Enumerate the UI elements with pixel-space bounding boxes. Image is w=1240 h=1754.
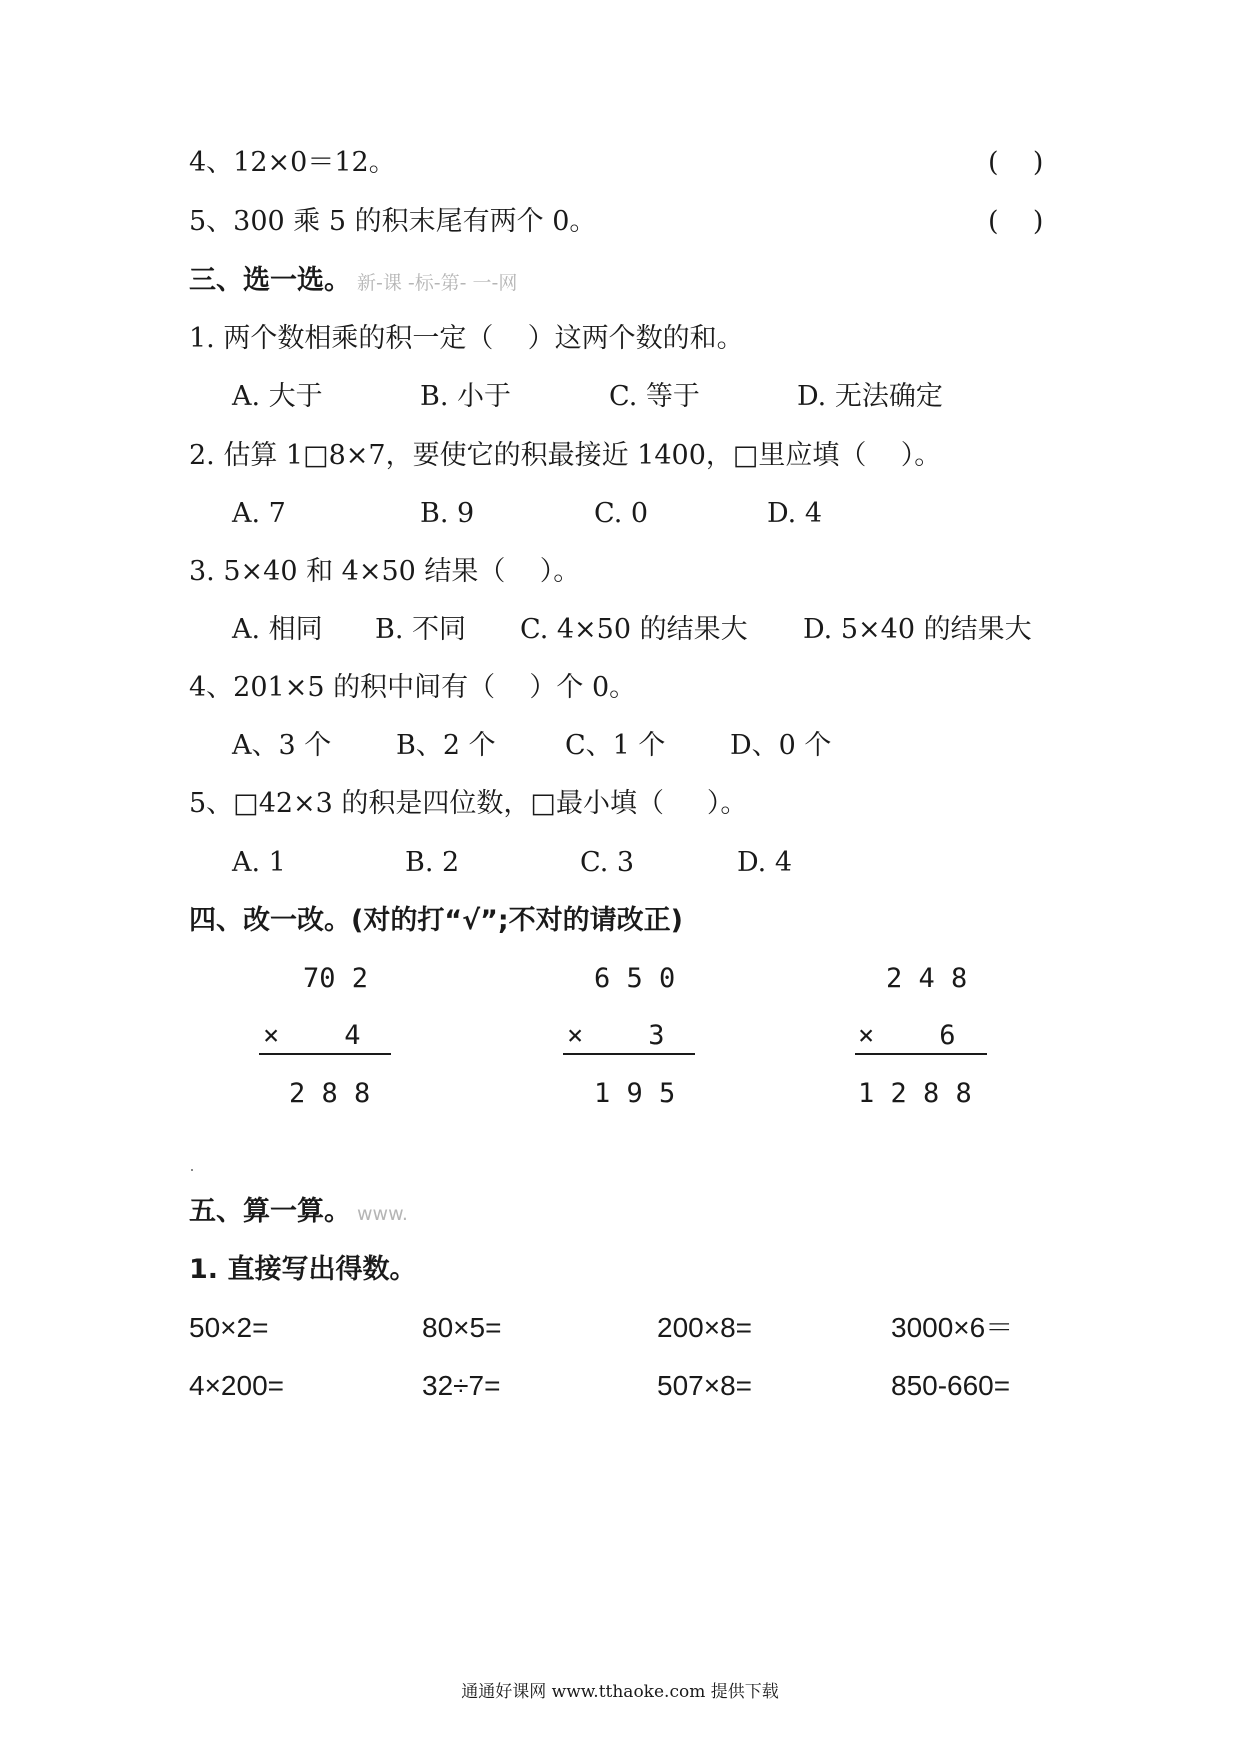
q3-option-c: C. 4×50 的结果大 <box>520 614 748 645</box>
vertical-multiplication-1-top: 70 2 <box>303 963 369 994</box>
calc-item: 32÷7= <box>422 1370 501 1401</box>
q2-option-c: C. 0 <box>594 498 649 529</box>
question-2: 2. 估算 1□8×7，要使它的积最接近 1400，□里应填（ ）。 <box>189 440 942 471</box>
vertical-multiplication-2-top: 6 5 0 <box>594 963 676 994</box>
section-5-subheading: 1. 直接写出得数。 <box>189 1254 417 1285</box>
q2-option-d: D. 4 <box>767 498 823 529</box>
q1-option-d: D. 无法确定 <box>797 381 943 412</box>
calc-item: 80×5= <box>422 1312 502 1343</box>
calc-item: 50×2= <box>189 1312 269 1343</box>
vertical-multiplication-3-result: 1 2 8 8 <box>858 1078 972 1109</box>
q1-option-a: A. 大于 <box>232 381 323 412</box>
q5-option-b: B. 2 <box>405 847 460 878</box>
q3-option-d: D. 5×40 的结果大 <box>803 614 1032 645</box>
q3-option-b: B. 不同 <box>375 614 467 645</box>
judge-item-5: 5、300 乘 5 的积末尾有两个 0。 <box>189 206 597 237</box>
answer-paren-5: ( ) <box>988 206 1044 237</box>
calc-item: 850-660= <box>891 1370 1011 1401</box>
watermark-text-2: www. <box>357 1203 408 1225</box>
watermark-text: 新-课 -标-第- 一-网 <box>357 272 518 294</box>
judge-item-4: 4、12×0＝12。 <box>189 147 396 178</box>
calc-item: 507×8= <box>657 1370 752 1401</box>
page-footer: 通通好课网 www.tthaoke.com 提供下载 <box>461 1682 779 1702</box>
calc-item: 3000×6＝ <box>891 1312 1014 1343</box>
q4-option-c: C、1 个 <box>565 730 666 761</box>
stray-dot <box>191 1169 193 1171</box>
answer-paren-4: ( ) <box>988 147 1044 178</box>
question-4: 4、201×5 的积中间有（ ）个 0。 <box>189 672 637 703</box>
q1-option-c: C. 等于 <box>609 381 700 412</box>
q5-option-d: D. 4 <box>737 847 793 878</box>
q2-option-b: B. 9 <box>420 498 475 529</box>
q5-option-c: C. 3 <box>580 847 635 878</box>
q3-option-a: A. 相同 <box>232 614 323 645</box>
q1-option-b: B. 小于 <box>420 381 512 412</box>
question-5: 5、□42×3 的积是四位数，□最小填（ ）。 <box>189 788 748 819</box>
q5-option-a: A. 1 <box>232 847 286 878</box>
section-3-heading <box>189 264 517 300</box>
vertical-multiplication-2-multiplier: × 3 <box>567 1020 665 1051</box>
vertical-multiplication-2-rule <box>563 1053 695 1055</box>
section-5-heading <box>189 1195 408 1231</box>
calc-item: 4×200= <box>189 1370 284 1401</box>
q2-option-a: A. 7 <box>232 498 286 529</box>
q4-option-b: B、2 个 <box>396 730 496 761</box>
vertical-multiplication-1-result: 2 8 8 <box>289 1078 371 1109</box>
calc-item: 200×8= <box>657 1312 752 1343</box>
vertical-multiplication-1-rule <box>259 1053 391 1055</box>
question-1: 1. 两个数相乘的积一定（ ）这两个数的和。 <box>189 323 744 354</box>
section-4-heading: 四、改一改。(对的打“√”;不对的请改正) <box>189 905 683 936</box>
question-3: 3. 5×40 和 4×50 结果（ ）。 <box>189 556 581 587</box>
q4-option-d: D、0 个 <box>730 730 832 761</box>
vertical-multiplication-2-result: 1 9 5 <box>594 1078 676 1109</box>
section-5-title: 五、算一算。 <box>189 1196 351 1227</box>
vertical-multiplication-3-multiplier: × 6 <box>858 1020 956 1051</box>
vertical-multiplication-3-top: 2 4 8 <box>886 963 968 994</box>
q4-option-a: A、3 个 <box>232 730 332 761</box>
vertical-multiplication-3-rule <box>855 1053 987 1055</box>
section-3-title: 三、选一选。 <box>189 265 351 296</box>
vertical-multiplication-1-multiplier: × 4 <box>263 1020 361 1051</box>
